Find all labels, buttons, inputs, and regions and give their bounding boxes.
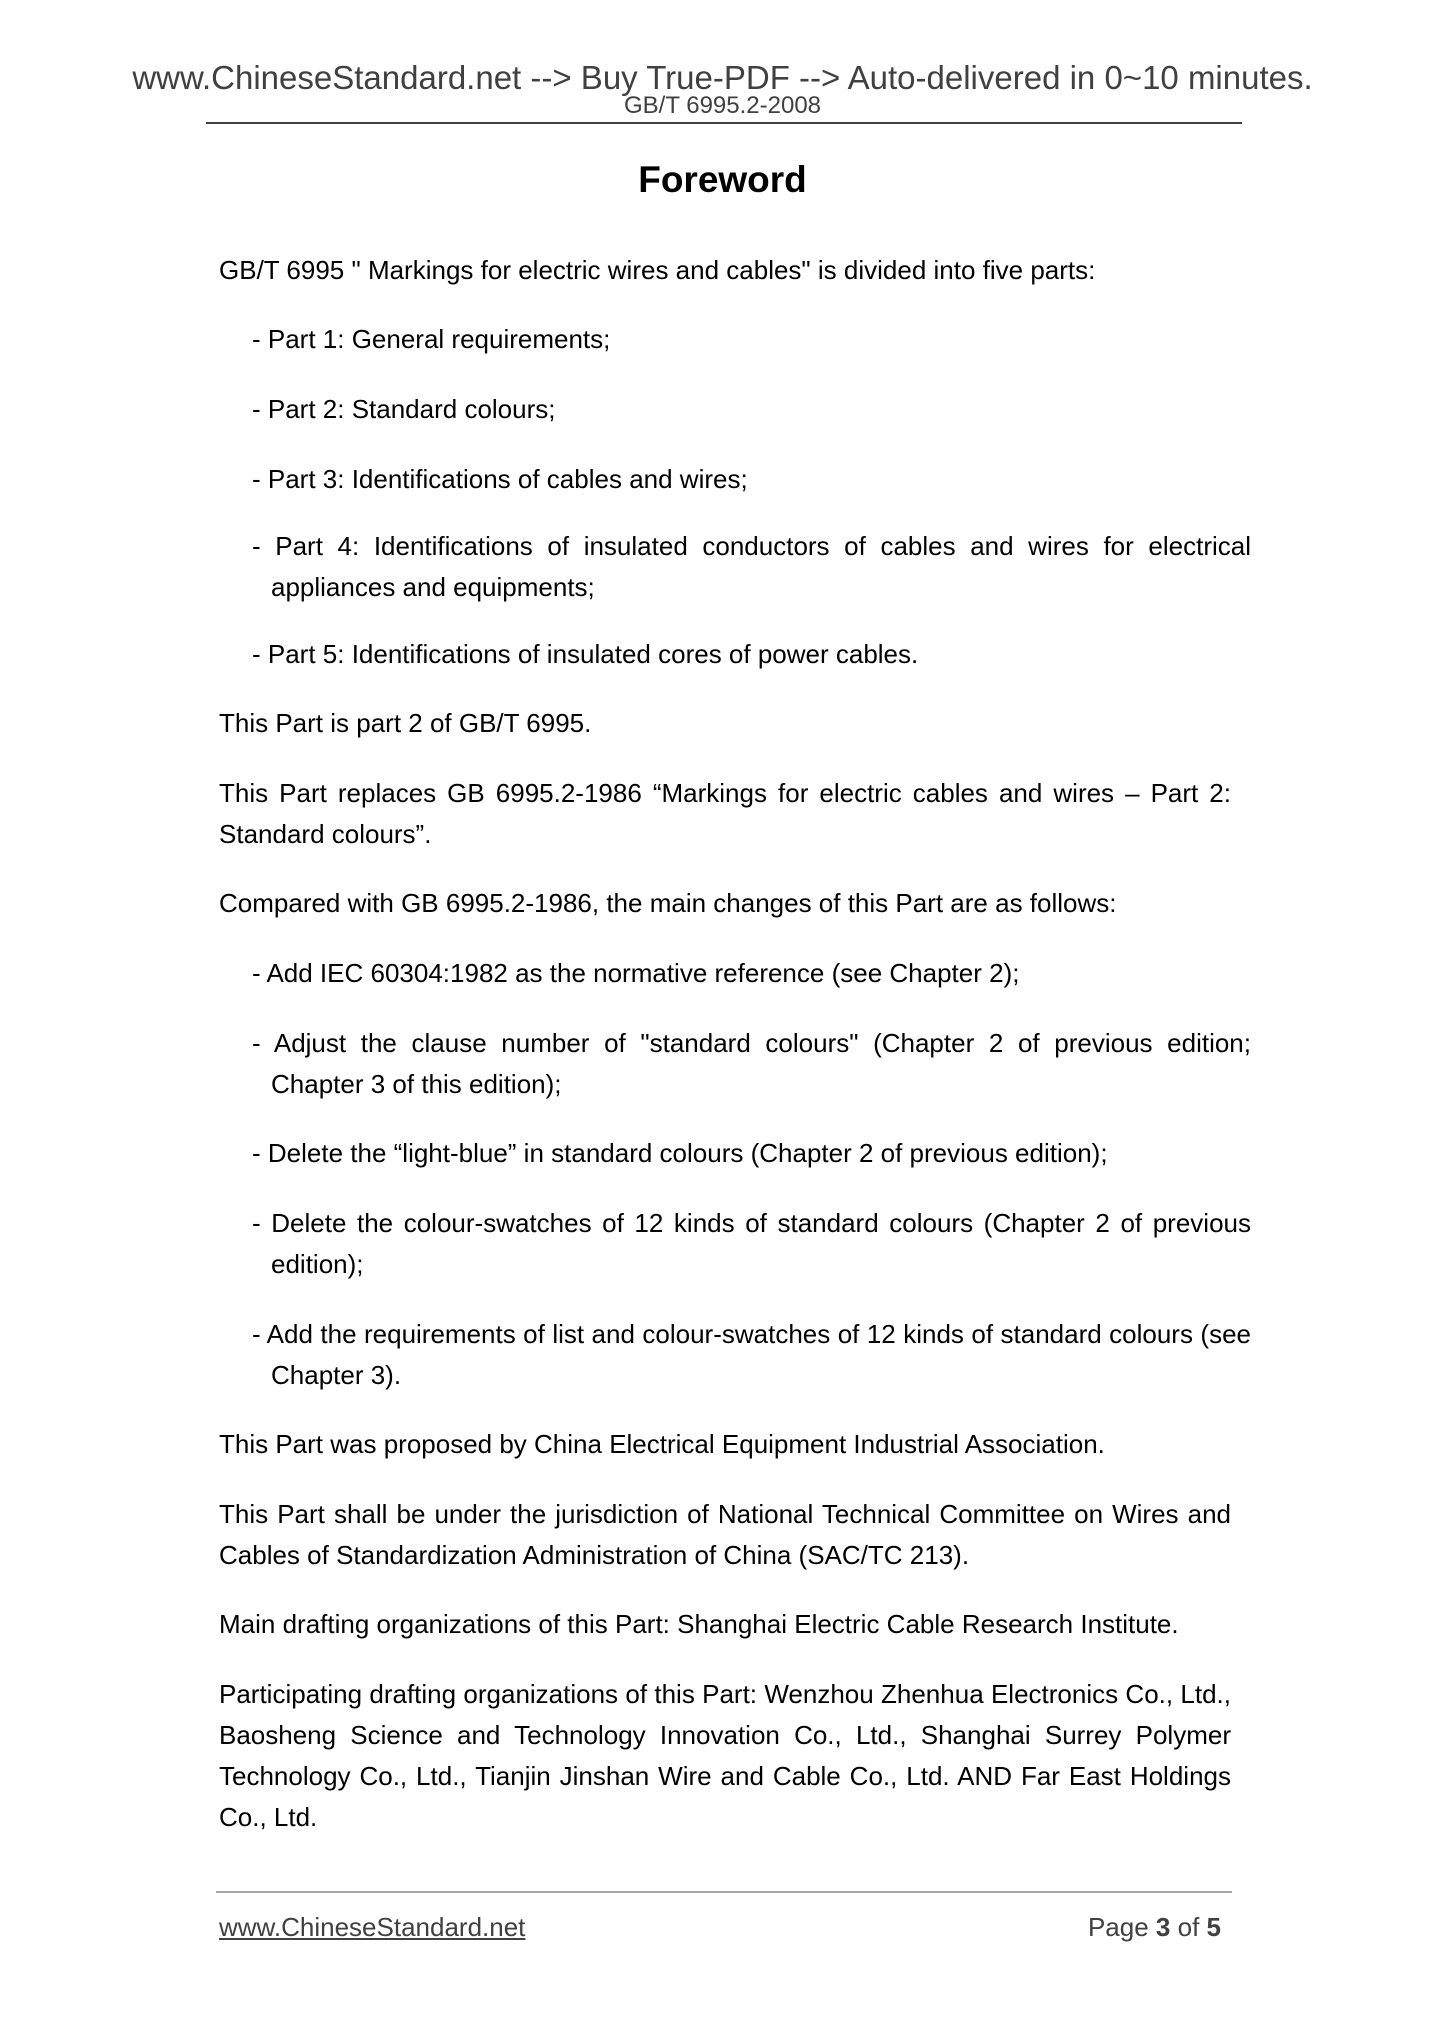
change-list-item: - Delete the “light-blue” in standard colours (Chapter 2 of previous edition); [252,1138,1108,1168]
footer-website-link[interactable]: www.ChineseStandard.net [219,1912,526,1942]
header-banner: www.ChineseStandard.net --> Buy True-PDF --> Auto-delivered in 0~10 minutes. [132,59,1313,96]
footer-divider [216,1891,1232,1893]
page-current: 3 [1155,1912,1171,1942]
change-list-item: - Delete the colour-swatches of 12 kinds of standard colours (Chapter 2 of previous edition); [252,1208,1251,1279]
page-prefix: Page [1087,1912,1156,1942]
proposed-paragraph: This Part was proposed by China Electrical Equipment Industrial Association. [219,1429,1105,1459]
header-standard-code: GB/T 6995.2-2008 [623,92,822,119]
header-divider [206,122,1242,124]
page-title: Foreword [638,159,807,200]
part-list-item: - Part 3: Identifications of cables and wires; [252,464,748,494]
this-part-paragraph: This Part is part 2 of GB/T 6995. [219,708,592,738]
changes-intro-paragraph: Compared with GB 6995.2-1986, the main changes of this Part are as follows: [219,888,1117,918]
participating-paragraph: Participating drafting organizations of this Part: Wenzhou Zhenhua Electronics Co., Ltd., Baosheng Science and Technology Innovation Co., Ltd., Shanghai Surrey Polymer Technology Co., Ltd., Tianjin Jinshan Wire and Cable Co., Ltd. AND Far East Holdings Co., Ltd. [219,1679,1231,1832]
jurisdiction-paragraph: This Part shall be under the jurisdiction of National Technical Committee on Wires and Cables of Standardization Administration of China (SAC/TC 213). [219,1499,1231,1570]
part-list-item: - Part 2: Standard colours; [252,394,556,424]
page-separator: of [1170,1912,1207,1942]
part-list-item: - Part 4: Identifications of insulated conductors of cables and wires for electrical appliances and equipments; [252,531,1251,602]
change-list-item: - Add IEC 60304:1982 as the normative reference (see Chapter 2); [252,958,1020,988]
change-list-item: - Add the requirements of list and colour-swatches of 12 kinds of standard colours (see Chapter 3). [252,1319,1251,1390]
footer-page-number [1088,1911,1221,1943]
replaces-paragraph: This Part replaces GB 6995.2-1986 “Markings for electric cables and wires – Part 2: Standard colours”. [219,778,1231,849]
page-total: 5 [1206,1912,1221,1942]
part-list-item: - Part 1: General requirements; [252,324,611,354]
main-drafting-paragraph: Main drafting organizations of this Part: Shanghai Electric Cable Research Institute. [219,1609,1179,1639]
part-list-item: - Part 5: Identifications of insulated cores of power cables. [252,639,919,669]
intro-paragraph: GB/T 6995 " Markings for electric wires and cables" is divided into five parts: [219,255,1096,285]
change-list-item: - Adjust the clause number of "standard colours" (Chapter 2 of previous edition; Chapter 3 of this edition); [252,1028,1251,1099]
